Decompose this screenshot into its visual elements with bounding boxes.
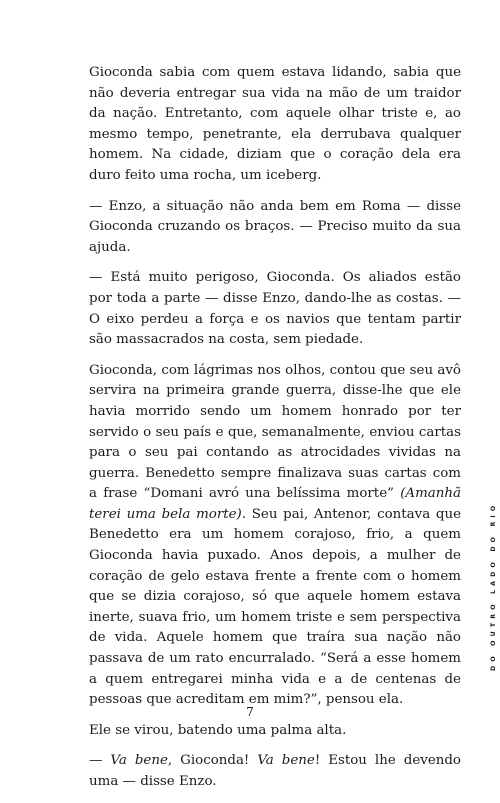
running-head-text: DO OUTRO LADO DO RIO (490, 501, 497, 671)
paragraph-4-italic-translation: (Amanhã terei uma bela morte) (89, 486, 461, 522)
paragraph-2: — Enzo, a situação não anda bem em Roma — disse Gioconda cruzando os braços. — Preciso muito da sua ajuda. (89, 198, 461, 255)
paragraph-5: Ele se virou, batendo uma palma alta. (89, 722, 347, 738)
paragraph-3: — Está muito perigoso, Gioconda. Os aliados estão por toda a parte — disse Enzo, dando-lhe as costas. — O eixo perdeu a força e os navios que tentam partir são massacrados na costa, sem piedade. (89, 270, 461, 348)
paragraph-4-part-2: . Seu pai, Antenor, contava que Benedetto era um homem corajoso, frio, a quem Gioconda havia puxado. Anos depois, a mulher de coração de gelo estava frente a frente com o homem que se dizia corajoso, só que aquele homem estava inerte, suava frio, um homem triste e sem perspectiva de vida. Aquele homem que traíra sua nação não passava de um rato encurralado. “Será a esse homem a quem entregarei minha vida e a de centenas de pessoas que acreditam em mim?”, pensou ela. (89, 506, 461, 708)
paragraph-4-part-1: Gioconda, com lágrimas nos olhos, contou que seu avô servira na primeira grande guerra, disse-lhe que ele havia morrido sendo um homem honrado por ter servido o seu país e que, semanalmente, enviou cartas para o seu pai contando as atrocidades vividas na guerra. Benedetto sempre finalizava suas cartas com a frase “Domani avró una belíssima morte” (89, 362, 461, 502)
paragraph-4 (89, 361, 461, 711)
paragraph-1: Gioconda sabia com quem estava lidando, sabia que não deveria entregar sua vida na mão de um traidor da nação. Entretanto, com aquele olhar triste e, ao mesmo tempo, penetrante, ela derrubava qualquer homem. Na cidade, diziam que o coração dela era duro feito uma rocha, um iceberg. (89, 65, 461, 183)
paragraph-6-dash: — (89, 753, 111, 769)
paragraph-6-italic-2: Va bene (257, 753, 315, 769)
paragraph-6-italic-1: Va bene (110, 753, 168, 769)
paragraph-6 (89, 751, 461, 792)
paragraph-6-mid: , Gioconda! (167, 753, 258, 769)
running-head-vertical (483, 315, 497, 675)
page-number: 7 (246, 705, 254, 719)
paragraph-6-end: ! Estou lhe devendo uma — disse Enzo. (89, 753, 461, 789)
body-text (89, 63, 461, 803)
